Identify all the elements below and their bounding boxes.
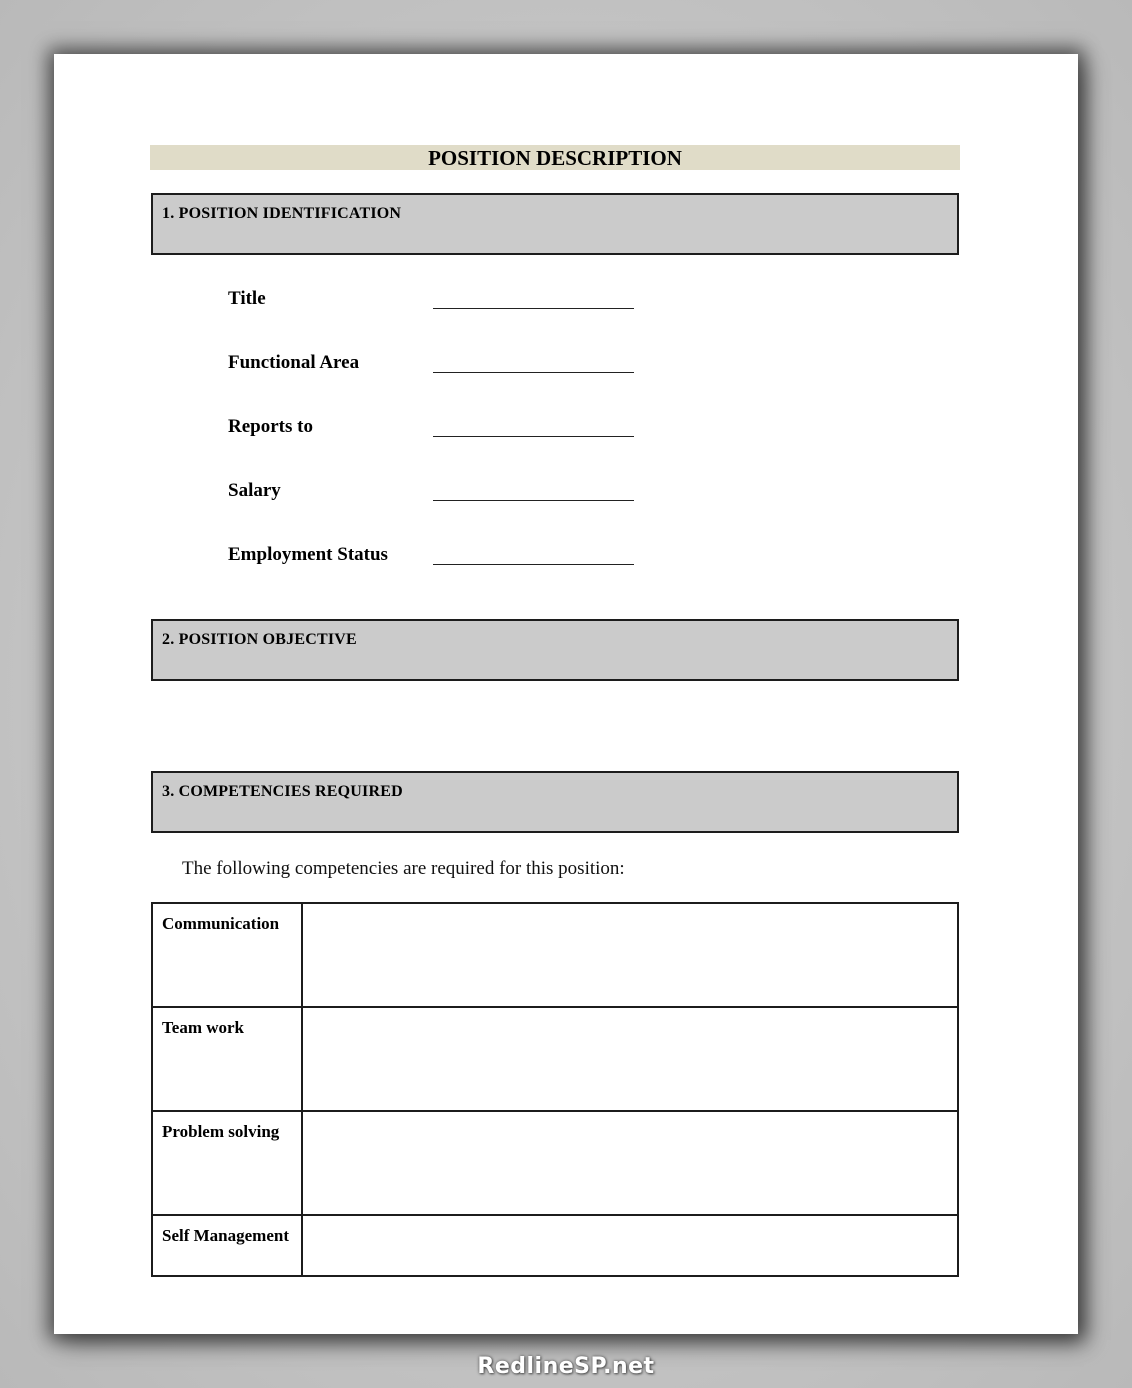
reports-to-input-line[interactable] (433, 436, 634, 437)
table-row (152, 1111, 958, 1215)
field-reports-to (228, 415, 648, 445)
section-label: 2. POSITION OBJECTIVE (162, 631, 357, 648)
section-position-objective (151, 619, 959, 681)
competency-description-cell[interactable] (302, 1215, 958, 1276)
field-salary (228, 479, 648, 509)
section-label: 3. COMPETENCIES REQUIRED (162, 783, 403, 800)
table-row (152, 1007, 958, 1111)
field-employment-status (228, 543, 648, 573)
title-input-line[interactable] (433, 308, 634, 309)
competency-name: Communication (152, 903, 302, 1007)
competency-name: Team work (152, 1007, 302, 1111)
document-page (54, 54, 1078, 1334)
salary-input-line[interactable] (433, 500, 634, 501)
section-position-identification (151, 193, 959, 255)
field-label-title: Title (228, 288, 266, 309)
competencies-intro: The following competencies are required for this position: (182, 858, 625, 879)
competency-name: Problem solving (152, 1111, 302, 1215)
table-row (152, 1215, 958, 1276)
field-label-employment-status: Employment Status (228, 544, 388, 565)
field-label-functional-area: Functional Area (228, 352, 360, 373)
employment-status-input-line[interactable] (433, 564, 634, 565)
document-title: POSITION DESCRIPTION (150, 145, 960, 170)
field-label-salary: Salary (228, 480, 281, 501)
section-label: 1. POSITION IDENTIFICATION (162, 205, 402, 222)
competency-description-cell[interactable] (302, 1111, 958, 1215)
functional-area-input-line[interactable] (433, 372, 634, 373)
section-competencies-required (151, 771, 959, 833)
table-row (152, 903, 958, 1007)
field-label-reports-to: Reports to (228, 416, 313, 437)
watermark: RedlineSP.net (477, 1354, 655, 1379)
field-functional-area (228, 351, 648, 381)
competencies-table (151, 902, 959, 1277)
competency-description-cell[interactable] (302, 1007, 958, 1111)
competency-description-cell[interactable] (302, 903, 958, 1007)
competency-name: Self Management (152, 1215, 302, 1276)
field-title (228, 287, 648, 317)
